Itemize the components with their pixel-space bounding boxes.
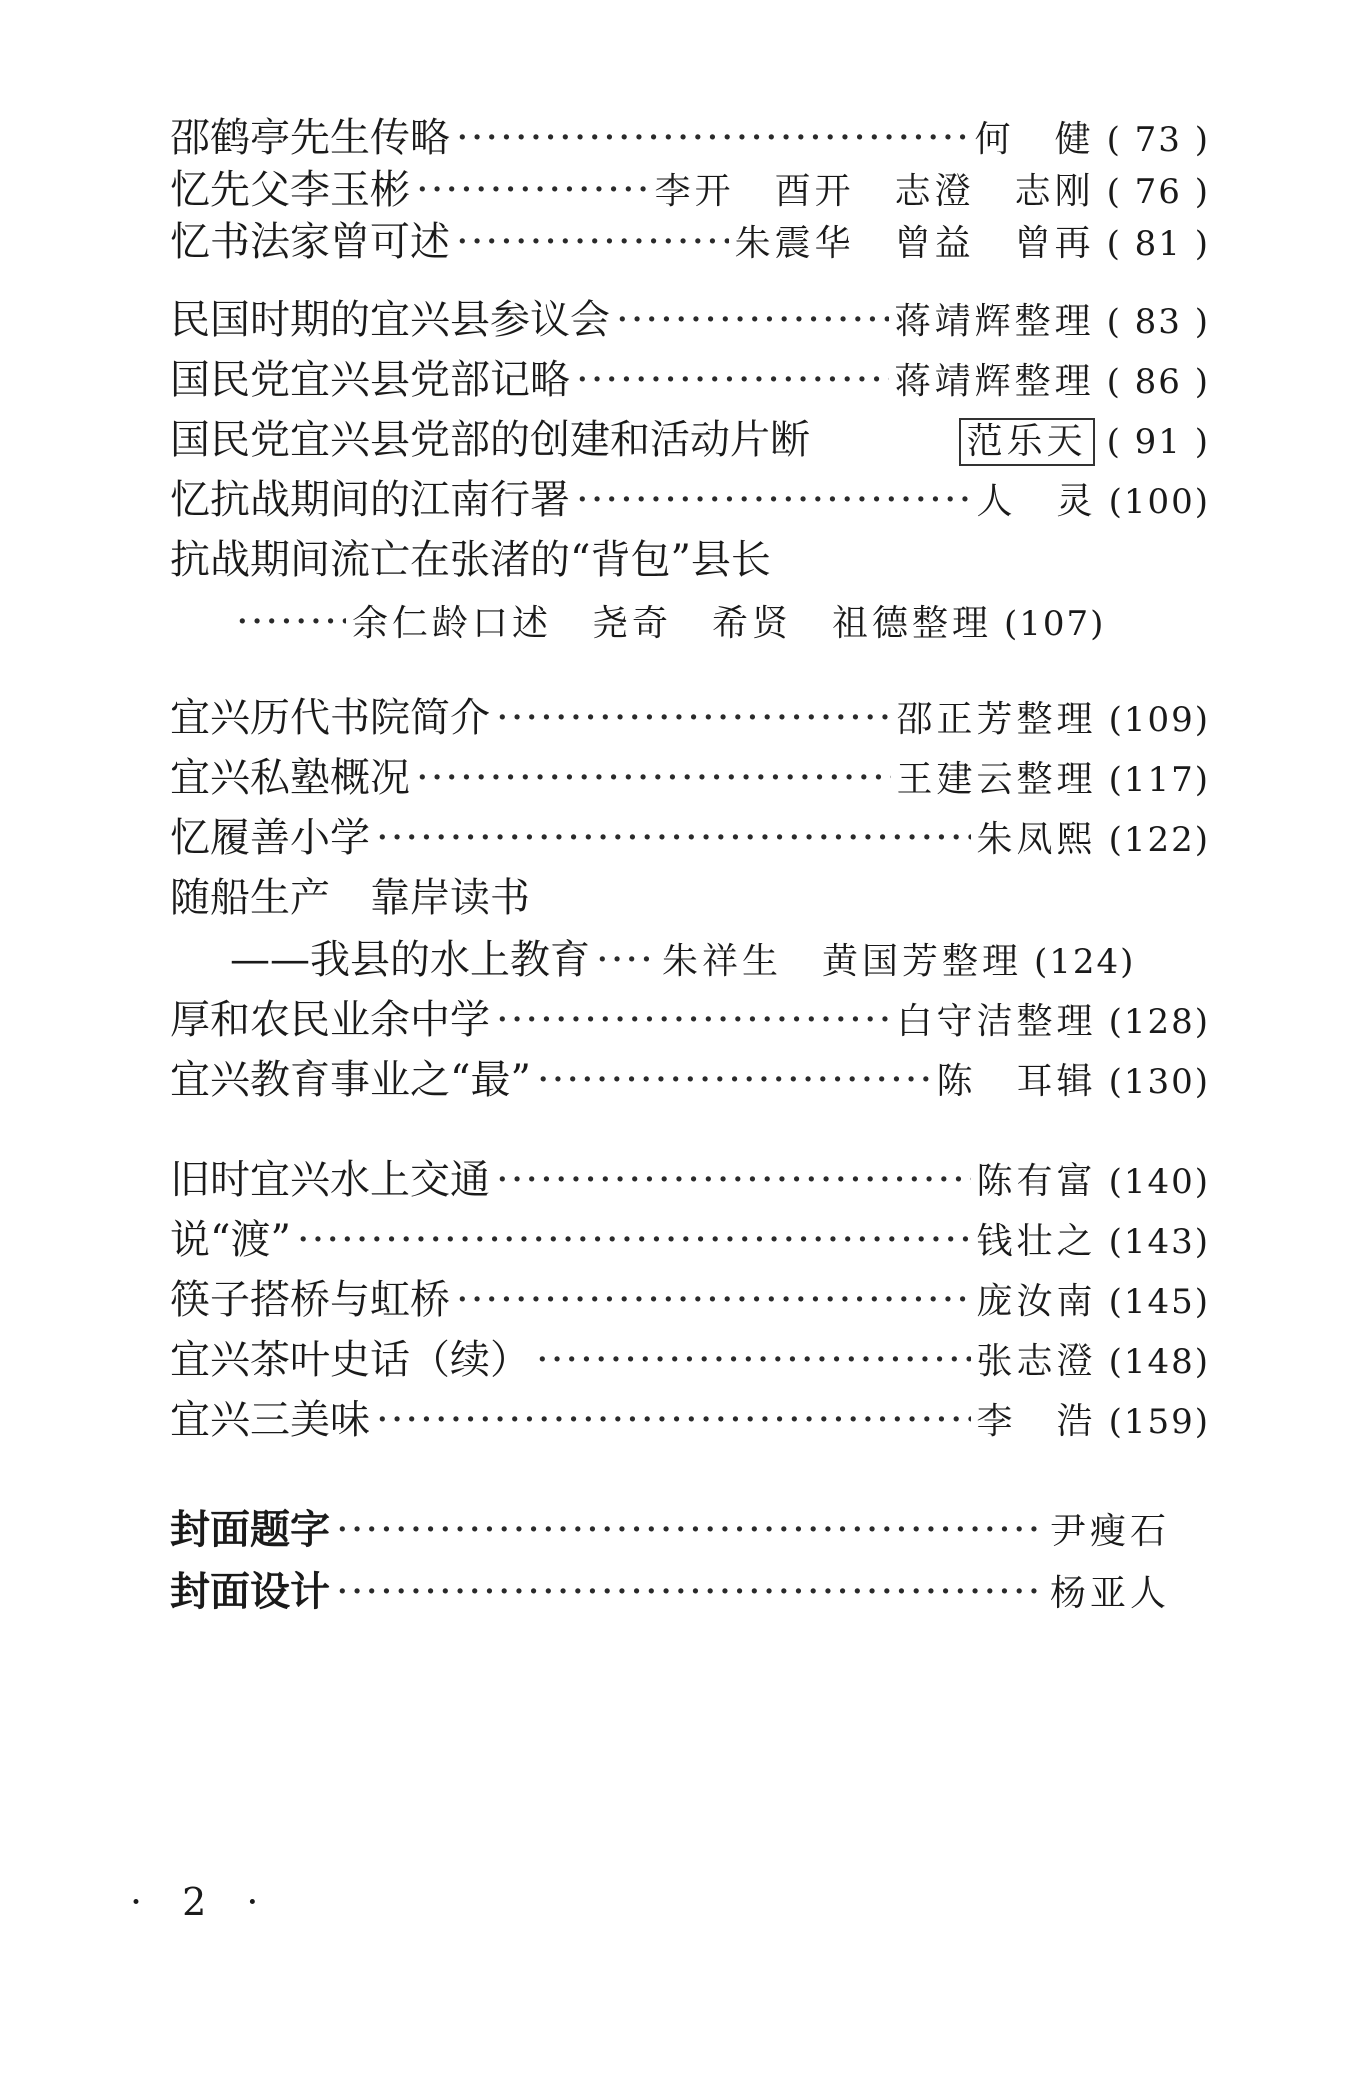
leader-dots bbox=[616, 290, 889, 350]
leader-dots bbox=[336, 1500, 1044, 1560]
leader-dots bbox=[576, 350, 889, 410]
leader-dots bbox=[456, 1270, 971, 1330]
entry-page: (128) bbox=[1108, 1002, 1210, 1042]
entry-author: 蒋靖辉整理 bbox=[894, 301, 1095, 342]
entry-page: ( 83 ) bbox=[1106, 302, 1210, 342]
entry-page: (148) bbox=[1108, 1342, 1210, 1382]
entry-author: 杨亚人 bbox=[1049, 1573, 1170, 1614]
leader-dots bbox=[416, 160, 649, 220]
entry-page: (107) bbox=[1004, 604, 1106, 644]
entry-title: 宜兴茶叶史话（续） bbox=[170, 1337, 530, 1383]
leader-dots bbox=[416, 748, 891, 808]
entry-title: 宜兴私塾概况 bbox=[170, 755, 410, 801]
leader-dots bbox=[576, 470, 971, 530]
entry-page: (145) bbox=[1108, 1282, 1210, 1322]
entry-page: (130) bbox=[1108, 1062, 1210, 1102]
toc-entry bbox=[170, 808, 1210, 868]
toc-entry bbox=[170, 1210, 1210, 1270]
entry-author: 李 浩 bbox=[976, 1401, 1097, 1442]
toc-entry bbox=[170, 290, 1210, 350]
entry-author: 李开 酉开 志澄 志刚 bbox=[654, 171, 1095, 212]
toc-entry bbox=[170, 688, 1210, 748]
entry-title: 封面设计 bbox=[170, 1569, 330, 1615]
entry-page: (122) bbox=[1108, 820, 1210, 860]
leader-dots bbox=[376, 1390, 971, 1450]
entry-title: 说“渡” bbox=[170, 1217, 291, 1263]
entry-title: 宜兴教育事业之“最” bbox=[170, 1057, 531, 1103]
leader-dots bbox=[297, 1210, 971, 1270]
entry-title: 国民党宜兴县党部记略 bbox=[170, 357, 570, 403]
entry-page: (143) bbox=[1108, 1222, 1210, 1262]
entry-author: 朱震华 曾益 曾再 bbox=[734, 223, 1095, 264]
leader-dots bbox=[236, 592, 346, 652]
toc-entry bbox=[170, 1390, 1210, 1450]
leader-dots bbox=[456, 212, 729, 272]
entry-title: 旧时宜兴水上交通 bbox=[170, 1157, 490, 1203]
entry-title: 忆书法家曾可述 bbox=[170, 219, 450, 265]
entry-page: (140) bbox=[1108, 1162, 1210, 1202]
entry-author: 王建云整理 bbox=[896, 759, 1097, 800]
toc-entry bbox=[170, 410, 1210, 470]
leader-dots bbox=[536, 1330, 971, 1390]
entry-page: ( 81 ) bbox=[1106, 224, 1210, 264]
entry-author: 钱壮之 bbox=[976, 1221, 1097, 1262]
entry-page: ( 73 ) bbox=[1106, 120, 1210, 160]
entry-author: 人 灵 bbox=[976, 481, 1097, 522]
toc-entry bbox=[170, 1150, 1210, 1210]
entry-title: 忆抗战期间的江南行署 bbox=[170, 477, 570, 523]
entry-author: 白守洁整理 bbox=[896, 1001, 1097, 1042]
entry-page: ( 91 ) bbox=[1106, 422, 1210, 462]
entry-title: 邵鹤亭先生传略 bbox=[170, 115, 450, 161]
entry-author: 张志澄 bbox=[976, 1341, 1097, 1382]
toc-entry bbox=[170, 868, 1210, 928]
entry-author: 范乐天 bbox=[959, 418, 1095, 466]
entry-title: 抗战期间流亡在张渚的“背包”县长 bbox=[170, 537, 771, 583]
toc-entry bbox=[230, 930, 1210, 990]
entry-author: 尹瘦石 bbox=[1049, 1511, 1170, 1552]
entry-author: 蒋靖辉整理 bbox=[894, 361, 1095, 402]
leader-dots bbox=[596, 930, 656, 990]
leader-dots bbox=[496, 688, 891, 748]
toc-entry bbox=[170, 350, 1210, 410]
toc-entry bbox=[170, 1050, 1210, 1110]
entry-page: (159) bbox=[1108, 1402, 1210, 1442]
entry-page: (117) bbox=[1108, 760, 1210, 800]
entry-title: 忆先父李玉彬 bbox=[170, 167, 410, 213]
page-number: · 2 · bbox=[130, 1880, 273, 1924]
entry-title: 宜兴历代书院简介 bbox=[170, 695, 490, 741]
leader-dots bbox=[376, 808, 971, 868]
entry-author: 陈有富 bbox=[976, 1161, 1097, 1202]
toc-entry bbox=[230, 592, 1210, 652]
toc-entry bbox=[170, 748, 1210, 808]
leader-dots bbox=[496, 1150, 971, 1210]
toc-entry bbox=[170, 108, 1210, 168]
entry-author: 何 健 bbox=[974, 119, 1095, 160]
entry-title: 筷子搭桥与虹桥 bbox=[170, 1277, 450, 1323]
entry-page: (100) bbox=[1108, 482, 1210, 522]
entry-author: 邵正芳整理 bbox=[896, 699, 1097, 740]
entry-author: 余仁龄口述 尧奇 希贤 祖德整理 bbox=[352, 603, 993, 644]
toc-entry bbox=[170, 470, 1210, 530]
leader-dots bbox=[496, 990, 891, 1050]
entry-page: (124) bbox=[1034, 942, 1136, 982]
toc-entry bbox=[170, 160, 1210, 220]
toc-entry bbox=[170, 1330, 1210, 1390]
toc-entry bbox=[170, 990, 1210, 1050]
entry-page: ( 76 ) bbox=[1106, 172, 1210, 212]
entry-title: 国民党宜兴县党部的创建和活动片断 bbox=[170, 417, 810, 463]
entry-title: ——我县的水上教育 bbox=[230, 937, 590, 983]
toc-entry bbox=[170, 530, 1210, 590]
toc-entry bbox=[170, 1500, 1170, 1560]
entry-title: 封面题字 bbox=[170, 1507, 330, 1553]
entry-title: 宜兴三美味 bbox=[170, 1397, 370, 1443]
toc-entry bbox=[170, 1562, 1170, 1622]
entry-page: ( 86 ) bbox=[1106, 362, 1210, 402]
entry-page: (109) bbox=[1108, 700, 1210, 740]
entry-author: 陈 耳辑 bbox=[936, 1061, 1097, 1102]
toc-entry bbox=[170, 212, 1210, 272]
entry-title: 厚和农民业余中学 bbox=[170, 997, 490, 1043]
entry-title: 忆履善小学 bbox=[170, 815, 370, 861]
leader-dots bbox=[456, 108, 969, 168]
entry-title: 随船生产 靠岸读书 bbox=[170, 875, 530, 921]
entry-author: 朱祥生 黄国芳整理 bbox=[662, 941, 1023, 982]
leader-dots bbox=[336, 1562, 1044, 1622]
entry-title: 民国时期的宜兴县参议会 bbox=[170, 297, 610, 343]
leader-dots bbox=[537, 1050, 931, 1110]
toc-entry bbox=[170, 1270, 1210, 1330]
entry-author: 庞汝南 bbox=[976, 1281, 1097, 1322]
entry-author: 朱凤熙 bbox=[976, 819, 1097, 860]
